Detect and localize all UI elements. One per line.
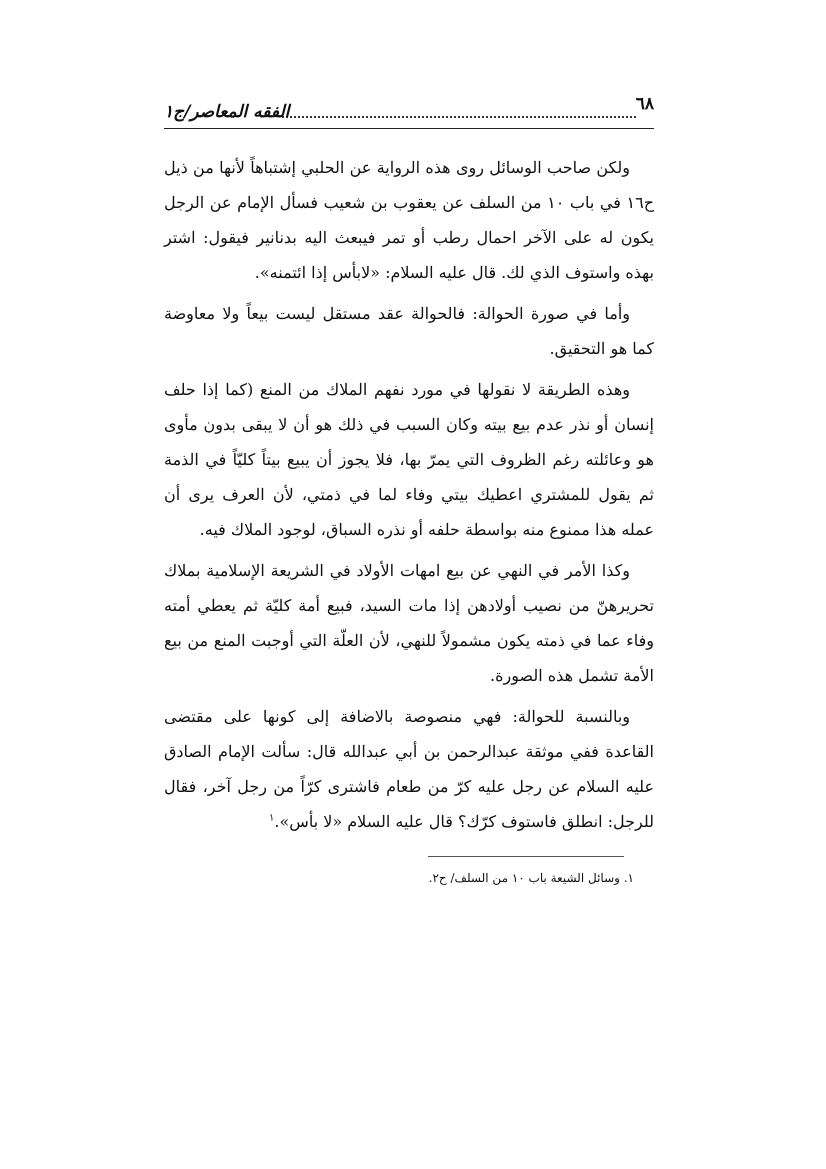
footnote-separator [428,856,624,857]
paragraph-2: وأما في صورة الحوالة: فالحوالة عقد مستقل ليست بيعاً ولا معاوضة كما هو التحقيق. [164,304,654,358]
body-text [164,150,654,845]
paragraph-4: وكذا الأمر في النهي عن بيع امهات الأولاد في الشريعة الإسلامية بملاك تحريرهنّ من نصيب أولادهن إذا مات السيد، فبيع أمة كليّة ثم يعطي أمته وفاء عما في ذمته يكون مشمولاً للنهي، لأن العلّة التي أوجبت المنع من بيع الأمة تشمل هذه الصورة. [164,561,654,685]
page-number: ٦٨ [635,94,654,114]
header-leader-dots [282,116,636,118]
paragraph-5 [164,699,654,839]
paragraph-5-text: وبالنسبة للحوالة: فهي منصوصة بالاضافة إلى كونها على مقتضى القاعدة ففي موثقة عبدالرحمن بن أبي عبدالله قال: سألت الإمام الصادق عليه السلام عن رجل عليه كرّ من طعام فاشترى كرّاً من رجل آخر، فقال للرجل: انطلق فاستوف كرّك؟ قال عليه السلام «لا بأس». [164,707,654,831]
header-rule [164,128,654,129]
paragraph-1: ولكن صاحب الوسائل روى هذه الرواية عن الحلبي إشتباهاً لأنها من ذيل ح١٦ في باب ١٠ من السلف عن يعقوب بن شعيب فسأل الإمام عن الرجل يكون له على الآخر احمال رطب أو تمر فيبعث اليه بدنانير فيقول: اشتر بهذه واستوف الذي لك. قال عليه السلام: «لابأس إذا ائتمنه». [164,158,655,282]
running-title: الفقه المعاصر/ج١ [164,102,290,122]
footnote-reference[interactable]: ١ [269,812,275,824]
paragraph-3: وهذه الطريقة لا نقولها في مورد نفهم الملاك من المنع (كما إذا حلف إنسان أو نذر عدم بيع بيته وكان السبب في ذلك هو أن لا يبقى بدون مأوى هو وعائلته رغم الظروف التي يمرّ بها، فلا يجوز أن يبيع بيتاً كليّاً في الذمة ثم يقول للمشتري اعطيك بيتي وفاء لما في ذمتي، لأن العرف يرى أن عمله هذا ممنوع منه بواسطة حلفه أو نذره السباق، لوجود الملاك فيه. [164,380,654,539]
footnote: ١. وسائل الشيعة باب ١٠ من السلف/ ح٢. [428,871,634,885]
page-header [164,96,654,126]
